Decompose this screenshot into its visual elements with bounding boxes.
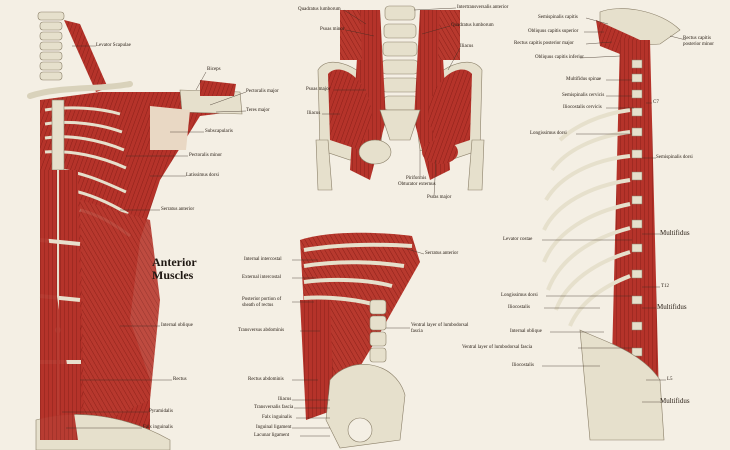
label-l5: L5 bbox=[667, 377, 673, 382]
label-pyramidalis: Pyramidalis bbox=[149, 409, 173, 414]
levator-scapulae-muscle bbox=[64, 20, 108, 92]
label-ventral-layer-b: Ventral layer of lumbodorsal fascia bbox=[462, 345, 533, 350]
label-quadratus-lumborum-b: Quadratus lumborum bbox=[451, 23, 494, 28]
label-iliacus-c: Iliacus bbox=[278, 397, 292, 402]
label-rectus-capitis-posterior-major: Rectus capitis posterior major bbox=[514, 41, 574, 46]
cervical-spine bbox=[38, 12, 64, 80]
label-iliacus-b: Iliacus bbox=[307, 111, 321, 116]
label-c7: C7 bbox=[653, 100, 659, 105]
label-longissimus-dorsi-a: Longissimus dorsi bbox=[530, 131, 567, 136]
label-multifidus-a: Multifidus bbox=[660, 229, 690, 237]
label-iliocostalis-cervicis: Iliocostalis cervicis bbox=[563, 105, 602, 110]
label-serratus-anterior-b: Serratus anterior bbox=[425, 251, 459, 256]
lumbar-vertebrae bbox=[382, 6, 418, 110]
label-posterior-sheath: Posterior portion of sheath of rectus bbox=[242, 297, 282, 308]
label-iliocostalis-a: Iliocostalis bbox=[508, 305, 530, 310]
label-rectus-capitis-posterior-minor: Rectus capitis posterior minor bbox=[683, 36, 714, 47]
label-multifidus-spinae: Multifidus spinae bbox=[566, 77, 602, 82]
label-iliocostalis-b: Iliocostalis bbox=[512, 363, 534, 368]
label-semispinalis-cervicis: Semispinalis cervicis bbox=[562, 93, 605, 98]
biceps-muscle bbox=[200, 80, 236, 96]
title-line-1: Anterior bbox=[152, 255, 197, 269]
label-internal-intercostal: Internal intercostal bbox=[244, 257, 282, 262]
label-rectus: Rectus bbox=[173, 377, 187, 382]
label-t12: T12 bbox=[661, 284, 670, 289]
label-piriformis: Piriformis bbox=[406, 176, 427, 181]
label-iliacus-a: Iliacus bbox=[460, 44, 474, 49]
label-psoas-major-a: Psoas major bbox=[306, 87, 331, 92]
label-internal-oblique-b: Internal oblique bbox=[510, 329, 542, 334]
label-obliquus-capitis-inferior: Obliquus capitis inferior bbox=[535, 55, 584, 60]
label-intertransversalis-anterior: Intertransversalis anterior bbox=[457, 5, 509, 10]
label-biceps: Biceps bbox=[207, 67, 221, 72]
label-internal-oblique-a: Internal oblique bbox=[161, 323, 193, 328]
obturator-externus-muscle bbox=[422, 140, 458, 164]
title-line-2: Muscles bbox=[152, 268, 194, 282]
label-transversalis-fascia: Transversalis fascia bbox=[254, 405, 294, 410]
pubis-left bbox=[359, 140, 391, 164]
label-semispinalis-capitis: Semispinalis capitis bbox=[538, 15, 578, 20]
label-psoas-major-b: Psoas major bbox=[427, 195, 452, 200]
label-pectoralis-major: Pectoralis major bbox=[246, 89, 279, 94]
label-multifidus-c: Multifidus bbox=[660, 397, 690, 405]
label-inguinal-ligament: Inguinal ligament bbox=[256, 425, 292, 430]
label-latissimus-dorsi: Latissimus dorsi bbox=[186, 173, 219, 178]
label-serratus-anterior-a: Serratus anterior bbox=[161, 207, 195, 212]
label-external-intercostal: External intercostal bbox=[242, 275, 282, 280]
quadratus-lumborum-right bbox=[438, 10, 460, 60]
label-levator-costae: Levator costae bbox=[503, 237, 533, 242]
figure-posterior-spine bbox=[544, 9, 680, 440]
sternum bbox=[52, 100, 64, 170]
subscapularis-muscle bbox=[150, 106, 190, 150]
label-subscapularis: Subscapularis bbox=[205, 129, 233, 134]
label-obliquus-capitis-superior: Obliquus capitis superior bbox=[528, 29, 579, 34]
figure-anterior-torso bbox=[30, 12, 242, 450]
label-teres-major: Teres major bbox=[246, 108, 270, 113]
label-psoas-minor: Psoas minor bbox=[320, 27, 345, 32]
label-lacunar-ligament: Lacunar ligament bbox=[254, 433, 290, 438]
label-transversus-abdominis: Transversus abdominis bbox=[238, 328, 285, 333]
label-ventral-layer-a: Ventral layer of lumbodorsal fascia bbox=[411, 323, 469, 334]
internal-oblique-muscle bbox=[80, 200, 160, 430]
label-falx-inguinalis-b: Falx inguinalis bbox=[262, 415, 292, 420]
sacrum bbox=[380, 110, 420, 140]
label-falx-inguinalis-a: Falx inguinalis bbox=[143, 425, 173, 430]
label-quadratus-lumborum-a: Quadratus lumborum bbox=[298, 7, 341, 12]
label-semispinalis-dorsi: Semispinalis dorsi bbox=[656, 155, 693, 160]
label-longissimus-dorsi-b: Longissimus dorsi bbox=[501, 293, 538, 298]
label-obturator-externus: Obturator externus bbox=[398, 182, 436, 187]
quadratus-lumborum-left bbox=[340, 10, 362, 60]
figure-lumbar bbox=[316, 6, 484, 190]
label-rectus-abdominis: Rectus abdominis bbox=[248, 377, 284, 382]
label-pectoralis-minor: Pectoralis minor bbox=[189, 153, 222, 158]
label-levator-scapulae: Levator Scapulae bbox=[96, 43, 131, 48]
acetabulum bbox=[348, 418, 372, 442]
label-multifidus-b: Multifidus bbox=[657, 303, 687, 311]
figure-lateral-abdomen bbox=[300, 233, 420, 448]
